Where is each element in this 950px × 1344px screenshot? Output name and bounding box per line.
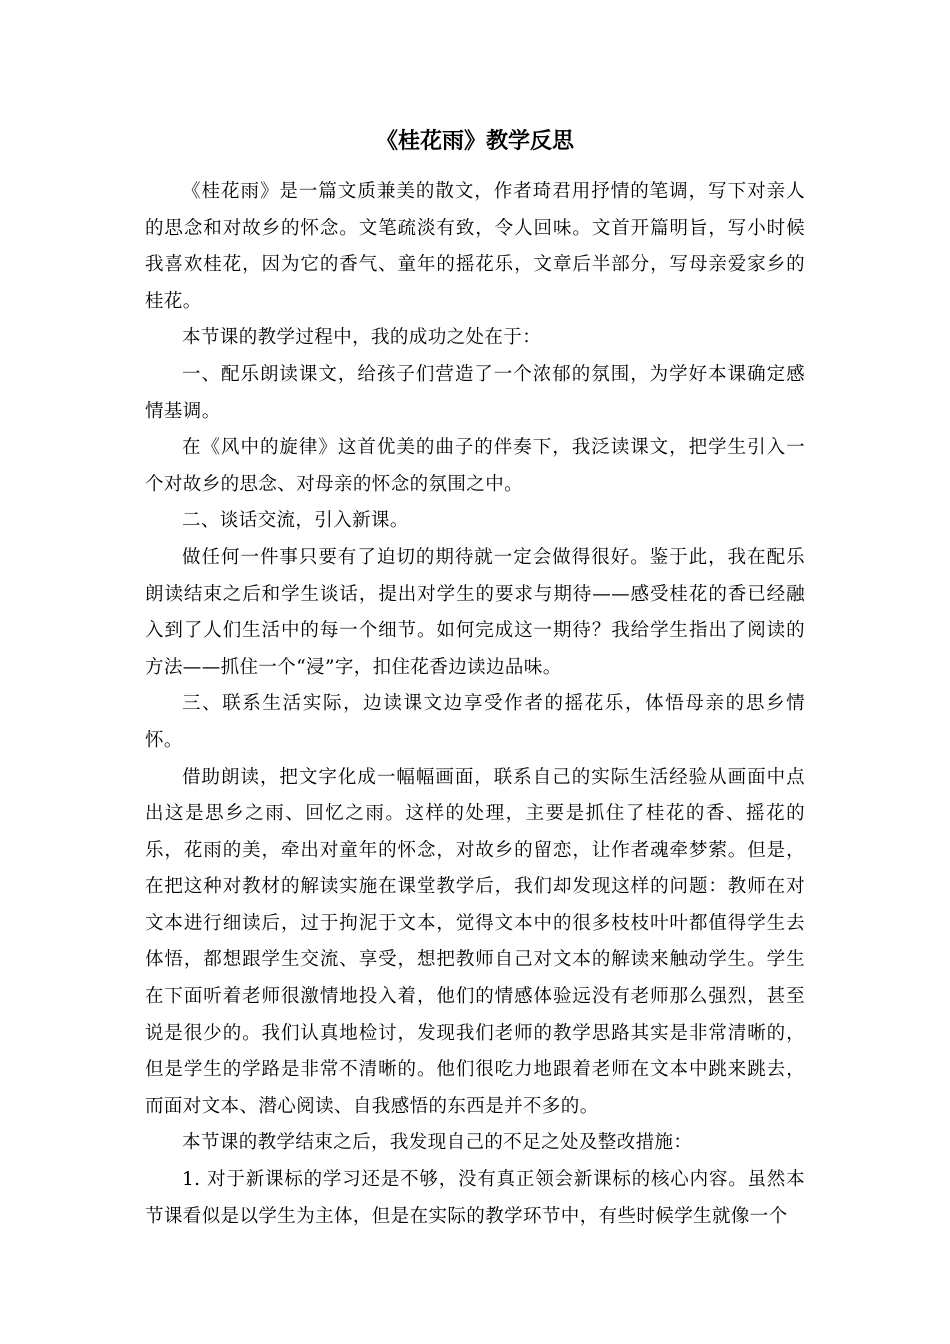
paragraph-point-three-detail: 借助朗读，把文字化成一幅幅画面，联系自己的实际生活经验从画面中点出这是思乡之雨、回忆之雨。这样的处理，主要是抓住了桂花的香、摇花的乐，花雨的美，牵出对童年的怀念，对故乡的留恋，让作者魂牵梦萦。但是，在把这种对教材的解读实施在课堂教学后，我们却发现这样的问题：教师在对文本进行细读后，过于拘泥于文本，觉得文本中的很多枝枝叶叶都值得学生去体悟，都想跟学生交流、享受，想把教师自己对文本的解读来触动学生。学生在下面听着老师很激情地投入着，他们的情感体验远没有老师那么强烈，甚至说是很少的。我们认真地检讨，发现我们老师的教学思路其实是非常清晰的，但是学生的学路是非常不清晰的。他们很吃力地跟着老师在文本中跳来跳去，而面对文本、潜心阅读、自我感悟的东西是并不多的。 <box>145 766 805 1117</box>
paragraph-success-heading: 本节课的教学过程中，我的成功之处在于： <box>182 327 542 349</box>
paragraph-shortcomings-heading: 本节课的教学结束之后，我发现自己的不足之处及整改措施： <box>182 1132 693 1154</box>
paragraph-shortcoming-one: 1. 对于新课标的学习还是不够，没有真正领会新课标的核心内容。虽然本节课看似是以学生为主体，但是在实际的教学环节中，有些时候学生就像一个 <box>145 1169 805 1227</box>
document-body <box>145 174 805 1235</box>
document-title: 《桂花雨》教学反思 <box>375 129 574 154</box>
paragraph-intro: 《桂花雨》是一篇文质兼美的散文，作者琦君用抒情的笔调，写下对亲人的思念和对故乡的怀念。文笔疏淡有致，令人回味。文首开篇明旨，写小时候我喜欢桂花，因为它的香气、童年的摇花乐，文章后半部分，写母亲爱家乡的桂花。 <box>145 181 805 312</box>
paragraph-point-two-detail: 做任何一件事只要有了迫切的期待就一定会做得很好。鉴于此，我在配乐朗读结束之后和学生谈话，提出对学生的要求与期待——感受桂花的香已经融入到了人们生活中的每一个细节。如何完成这一期待？我给学生指出了阅读的方法——抓住一个“浸”字，扣住花香边读边品味。 <box>145 546 805 678</box>
paragraph-point-two: 二、谈话交流，引入新课。 <box>182 510 409 532</box>
paragraph-point-one: 一、配乐朗读课文，给孩子们营造了一个浓郁的氛围，为学好本课确定感情基调。 <box>145 363 805 422</box>
paragraph-point-one-detail: 在《风中的旋律》这首优美的曲子的伴奏下，我泛读课文，把学生引入一个对故乡的思念、对母亲的怀念的氛围之中。 <box>145 437 805 495</box>
paragraph-point-three: 三、联系生活实际，边读课文边享受作者的摇花乐，体悟母亲的思乡情怀。 <box>145 693 805 751</box>
